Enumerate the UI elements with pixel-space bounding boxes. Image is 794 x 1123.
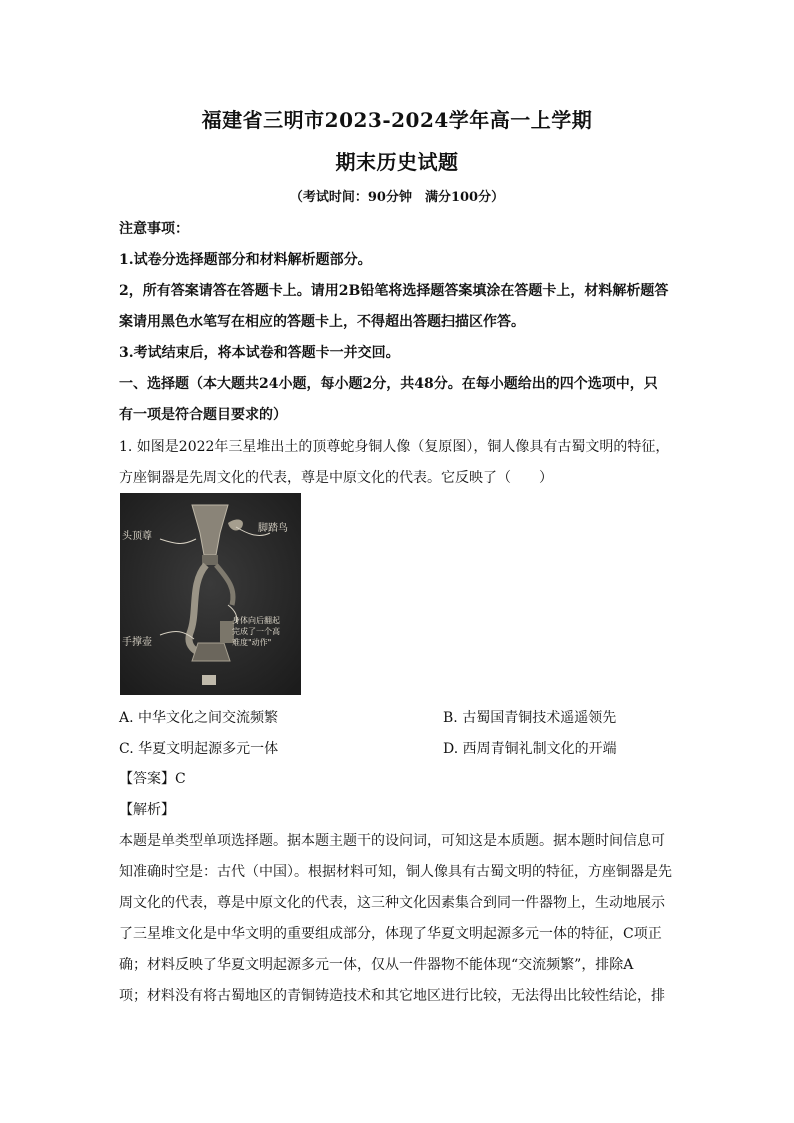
- figure-note-line-1: 身体向后翻起: [232, 616, 280, 625]
- analysis-line-2: 知准确时空是：古代（中国）。根据材料可知，铜人像具有古蜀文明的特征，方座铜器是先: [119, 864, 672, 880]
- analysis-line-3: 周文化的代表，尊是中原文化的代表，这三种文化因素集合到同一件器物上，生动地展示: [119, 895, 665, 911]
- notice-item-2-line-1: 2，所有答案请答在答题卡上。请用2B铅笔将选择题答案填涂在答题卡上，材料解析题答: [119, 283, 669, 299]
- section-heading-line-1: 一、选择题（本大题共24小题，每小题2分，共48分。在每小题给出的四个选项中，只: [119, 376, 658, 392]
- answer-line: 【答案】C: [119, 771, 186, 787]
- notice-item-3: 3.考试结束后，将本试卷和答题卡一并交回。: [119, 345, 400, 361]
- notice-heading: 注意事项：: [119, 221, 189, 237]
- question-1-stem-line-2: 方座铜器是先周文化的代表，尊是中原文化的代表。它反映了（ ）: [119, 470, 553, 486]
- notice-item-1: 1.试卷分选择题部分和材料解析题部分。: [119, 252, 372, 268]
- notice-item-2-line-2: 案请用黑色水笔写在相应的答题卡上，不得超出答题扫描区作答。: [119, 314, 525, 330]
- bronze-figure-image: [120, 493, 301, 695]
- exam-info: （考试时间：90分钟 满分100分）: [289, 190, 505, 205]
- exam-title: 福建省三明市2023-2024学年高一上学期: [201, 108, 593, 132]
- option-c: C. 华夏文明起源多元一体: [119, 741, 279, 757]
- option-d: D. 西周青铜礼制文化的开端: [443, 741, 617, 757]
- exam-subtitle: 期末历史试题: [335, 150, 459, 174]
- analysis-heading: 【解析】: [119, 802, 175, 818]
- figure-label-top-left: 头顶尊: [122, 531, 152, 542]
- analysis-line-1: 本题是单类型单项选择题。据本题主题干的设问词，可知这是本质题。据本题时间信息可: [119, 833, 665, 849]
- analysis-line-4: 了三星堆文化是中华文明的重要组成部分，体现了华夏文明起源多元一体的特征，C项正: [119, 926, 662, 942]
- figure-note-line-2: 完成了一个高: [232, 627, 280, 636]
- figure-note-line-3: 难度"动作": [232, 638, 272, 647]
- analysis-line-5: 确；材料反映了华夏文明起源多元一体，仅从一件器物不能体现“交流频繁”，排除A: [119, 957, 634, 973]
- analysis-line-6: 项；材料没有将古蜀地区的青铜铸造技术和其它地区进行比较，无法得出比较性结论，排: [119, 988, 665, 1004]
- section-heading-line-2: 有一项是符合题目要求的）: [119, 407, 287, 423]
- figure-label-top-right: 脚踏鸟: [258, 523, 288, 534]
- option-b: B. 古蜀国青铜技术遥遥领先: [443, 710, 617, 726]
- option-a: A. 中华文化之间交流频繁: [119, 710, 279, 726]
- question-1-stem-line-1: 1. 如图是2022年三星堆出土的顶尊蛇身铜人像（复原图），铜人像具有古蜀文明的特征，: [119, 439, 670, 455]
- figure-label-bottom-left: 手撑壶: [122, 637, 152, 648]
